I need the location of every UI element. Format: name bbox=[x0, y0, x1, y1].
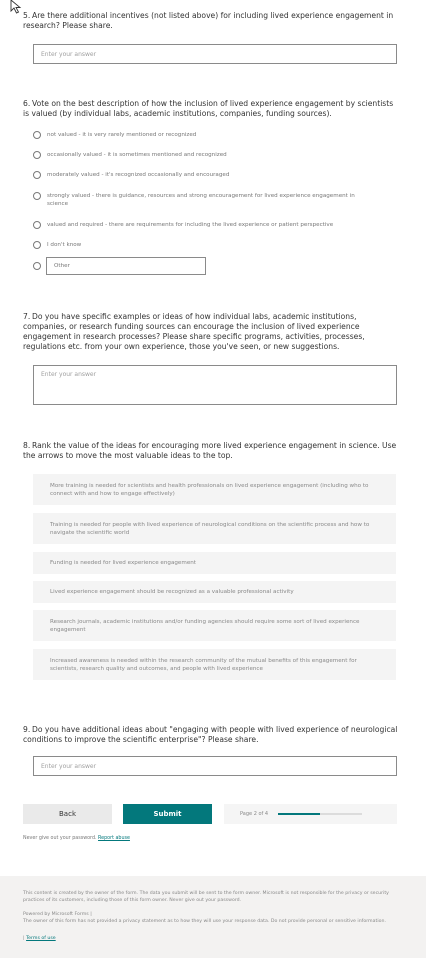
option-label: strongly valued - there is guidance, resources and strong encouragement for lived experience engagement in science bbox=[47, 193, 355, 207]
question-5 bbox=[23, 11, 401, 31]
radio-option-dont-know[interactable] bbox=[33, 241, 377, 249]
radio-button[interactable] bbox=[33, 241, 41, 249]
answer-input-q9[interactable]: Enter your answer bbox=[33, 756, 397, 776]
question-number: 7. bbox=[23, 312, 31, 321]
radio-button[interactable] bbox=[33, 192, 41, 200]
question-number: 6. bbox=[23, 99, 31, 108]
radio-option-valued-and-required[interactable] bbox=[33, 221, 377, 229]
radio-button[interactable] bbox=[33, 131, 41, 139]
option-label: valued and required - there are requirements for including the lived experience or patient perspective bbox=[47, 222, 334, 228]
question-title: Vote on the best description of how the inclusion of lived experience engagement by scientists is valued (by individual labs, academic institutions, companies, funding sources). bbox=[23, 99, 394, 118]
question-6 bbox=[23, 99, 401, 119]
rank-item[interactable]: Funding is needed for lived experience engagement bbox=[33, 552, 396, 574]
option-label: not valued - it is very rarely mentioned or recognized bbox=[47, 132, 197, 138]
back-button[interactable]: Back bbox=[23, 804, 112, 824]
progress-fill bbox=[278, 813, 320, 815]
terms-of-use-link[interactable]: Terms of use bbox=[26, 936, 56, 941]
footer bbox=[0, 876, 426, 958]
radio-option-not-valued[interactable] bbox=[33, 131, 377, 139]
password-notice-text: Never give out your password. bbox=[23, 836, 97, 841]
answer-input-q7[interactable]: Enter your answer bbox=[33, 365, 397, 405]
question-7 bbox=[23, 312, 401, 352]
rank-item[interactable]: Training is needed for people with lived experience of neurological conditions on the scientific process and how to navigate the scientific world bbox=[33, 513, 396, 544]
page-progress bbox=[224, 804, 397, 824]
question-title: Are there additional incentives (not listed above) for including lived experience engagement in research? Please share. bbox=[23, 11, 394, 30]
page-indicator: Page 2 of 4 bbox=[240, 811, 269, 817]
submit-button[interactable]: Submit bbox=[123, 804, 212, 824]
other-input[interactable]: Other bbox=[46, 257, 206, 275]
report-abuse-link[interactable]: Report abuse bbox=[98, 836, 130, 841]
radio-option-occasionally-valued[interactable] bbox=[33, 151, 377, 159]
option-label: occasionally valued - it is sometimes mentioned and recognized bbox=[47, 152, 227, 158]
footer-disclaimer: This content is created by the owner of the form. The data you submit will be sent to the form owner. Microsoft is not responsible for the privacy or security practices of its customers, including those of this form owner. Never give out your password. bbox=[23, 891, 389, 903]
footer-privacy-note: The owner of this form has not provided a privacy statement as to how they will use your response data. Do not provide personal or sensitive information. bbox=[23, 919, 386, 924]
radio-button[interactable] bbox=[33, 262, 41, 270]
progress-track bbox=[278, 813, 362, 815]
option-label: moderately valued - it's recognized occasionally and encouraged bbox=[47, 172, 230, 178]
radio-button[interactable] bbox=[33, 221, 41, 229]
question-number: 9. bbox=[23, 725, 31, 734]
rank-item[interactable]: Research journals, academic institutions and/or funding agencies should require some sort of lived experience engagement bbox=[33, 610, 396, 641]
radio-button[interactable] bbox=[33, 151, 41, 159]
question-number: 8. bbox=[23, 441, 31, 450]
password-notice bbox=[23, 836, 130, 841]
footer-terms: | Terms of use bbox=[23, 936, 56, 941]
radio-option-other[interactable] bbox=[33, 262, 41, 270]
question-8 bbox=[23, 441, 401, 461]
question-title: Do you have additional ideas about "engaging with people with lived experience of neurological conditions to improve the scientific enterprise"? Please share. bbox=[23, 725, 398, 744]
option-label: I don't know bbox=[47, 242, 82, 248]
question-9 bbox=[23, 725, 401, 745]
answer-input-q5[interactable]: Enter your answer bbox=[33, 44, 397, 64]
radio-button[interactable] bbox=[33, 171, 41, 179]
rank-item[interactable]: Lived experience engagement should be recognized as a valuable professional activity bbox=[33, 581, 396, 603]
radio-option-strongly-valued[interactable] bbox=[33, 192, 377, 208]
rank-item[interactable]: Increased awareness is needed within the research community of the mutual benefits of this engagement for scientists, research quality and outcomes, and people with lived experience bbox=[33, 649, 396, 680]
radio-option-moderately-valued[interactable] bbox=[33, 171, 377, 179]
question-number: 5. bbox=[23, 11, 31, 20]
question-title: Do you have specific examples or ideas of how individual labs, academic institutions, companies, or research funding sources can encourage the inclusion of lived experience engagement in research processes? Please share specific programs, activities, processes, regulations etc. from your own experience, those you've seen, or new suggestions. bbox=[23, 312, 365, 351]
footer-powered-by: Powered by Microsoft Forms | bbox=[23, 912, 92, 917]
question-title: Rank the value of the ideas for encouraging more lived experience engagement in science. Use the arrows to move the most valuable ideas to the top. bbox=[23, 441, 397, 460]
rank-item[interactable]: More training is needed for scientists and health professionals on lived experience engagement (including who to connect with and how to engage effectively) bbox=[33, 474, 396, 505]
